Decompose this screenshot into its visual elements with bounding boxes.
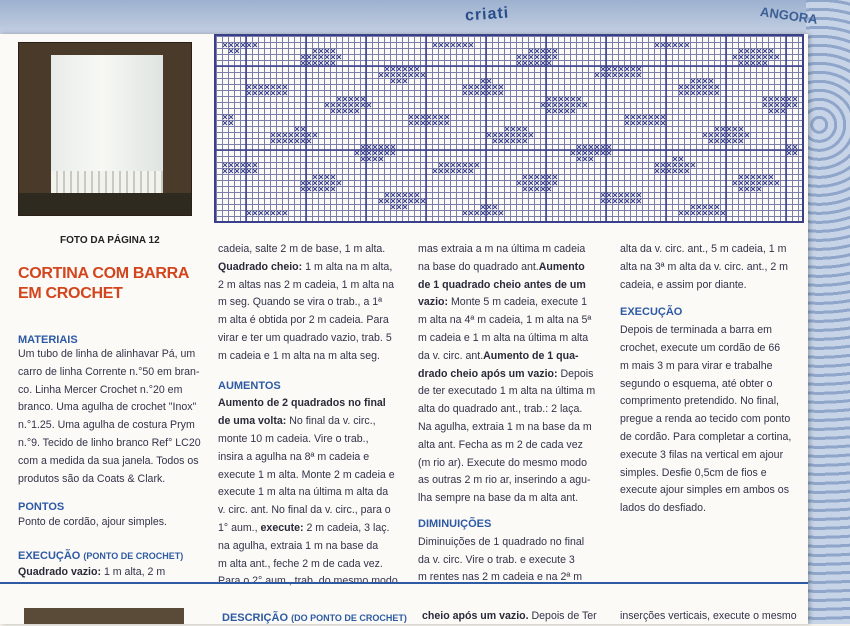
bottom-col3-rest: Depois de Ter bbox=[528, 610, 597, 622]
materiais-line: co. Linha Mercer Crochet n.°20 em bbox=[18, 383, 183, 396]
quadrado-cheio-line bbox=[218, 259, 410, 277]
execucao-line: lados do desfiado. bbox=[620, 502, 706, 515]
magazine-page bbox=[0, 34, 808, 624]
execucao-line: segundo o esquema, até obter o bbox=[620, 377, 773, 390]
title-line-1: CORTINA COM BARRA bbox=[18, 265, 190, 282]
col3-aumento2-line-bold: Aumento de 1 qua- bbox=[483, 349, 579, 362]
col3-aumento2-line-text: Depois bbox=[557, 367, 594, 380]
column-2-text bbox=[218, 241, 410, 591]
col3-aumento-line-text: na base do quadrado ant. bbox=[418, 260, 539, 273]
col3-aumento2-line bbox=[418, 366, 610, 384]
descricao-heading-label: DESCRIÇÃO bbox=[222, 612, 289, 624]
execucao-left-heading-sub: (PONTO DE CROCHET) bbox=[83, 551, 184, 561]
execucao-line: execute ajour simples em ambos os bbox=[620, 484, 789, 497]
descricao-heading bbox=[222, 612, 407, 624]
execucao-left-heading bbox=[18, 550, 183, 562]
col2-top-line: cadeia, salte 2 m de base, 1 m alta. bbox=[218, 243, 386, 255]
col3-line: Na agulha, extraia 1 m na base da m bbox=[418, 420, 592, 433]
quadrado-cheio-line-text: 1 m alta na m alta, bbox=[302, 260, 393, 273]
aumento-execute-text: 2 m cadeia, 3 laç. bbox=[303, 521, 390, 534]
chart-pattern bbox=[216, 36, 802, 221]
photo-caption: FOTO DA PÁGINA 12 bbox=[60, 235, 160, 246]
aumentos-heading: AUMENTOS bbox=[218, 379, 281, 392]
bottom-col3-bold: cheio após um vazio. bbox=[422, 610, 529, 622]
col3-aumento-line-bold: Aumento bbox=[538, 260, 585, 273]
title-line-2: EM CROCHET bbox=[18, 285, 123, 302]
article-title bbox=[18, 264, 208, 304]
crochet-chart-grid bbox=[214, 34, 804, 223]
col3-aumento-bold-line bbox=[418, 277, 610, 295]
execucao-left-text bbox=[18, 564, 210, 582]
column-4-text bbox=[620, 241, 806, 518]
page-divider bbox=[0, 582, 808, 584]
window-sill bbox=[19, 193, 191, 215]
aumento-line bbox=[218, 413, 410, 431]
col3-line: (m rio ar). Execute do mesmo modo bbox=[418, 456, 587, 469]
diminuicoes-line: da v. circ. Vire o trab. e execute 3 bbox=[418, 553, 575, 566]
pontos-text: Ponto de cordão, ajour simples. bbox=[18, 516, 167, 528]
col3-line: mas extraia a m na última m cadeia bbox=[418, 243, 586, 255]
execucao-line: comprimento pretendido. No final, bbox=[620, 395, 779, 408]
diminuicoes-line: Diminuições de 1 quadrado no final bbox=[418, 535, 585, 548]
col3-aumento2-line-bold: drado cheio após um vazio: bbox=[418, 367, 558, 380]
diminuicoes-line: m rentes nas 2 m cadeia e na 2ª m bbox=[418, 571, 583, 584]
background-right-crochet bbox=[806, 0, 850, 624]
quadrado-vazio-text: 1 m alta, 2 m bbox=[101, 566, 166, 578]
col3-line: lha sempre na base da m alta ant. bbox=[418, 492, 579, 505]
col3-line: m alta na 4ª m cadeia, 1 m alta na 5ª bbox=[418, 314, 592, 327]
magazine-logo: criati bbox=[464, 4, 510, 25]
materiais-line: n.°9. Tecido de linho branco Ref° LC20 bbox=[18, 436, 201, 449]
descricao-heading-sub: (DO PONTO DE CROCHET) bbox=[291, 613, 407, 623]
materiais-heading: MATERIAIS bbox=[18, 334, 78, 346]
col4-line: cadeia, e assim por diante. bbox=[620, 278, 747, 291]
bottom-col4-text: inserções verticais, execute o mesmo bbox=[620, 610, 797, 622]
materiais-line: n.°1.25. Uma agulha de costura Prym bbox=[18, 419, 195, 432]
quadrado-cheio-line: m cadeia e 1 m alta na m alta seg. bbox=[218, 349, 380, 362]
col3-line: alta ant. Fecha as m 2 de cada vez bbox=[418, 438, 583, 451]
col4-line: alta da v. circ. ant., 5 m cadeia, 1 m bbox=[620, 243, 787, 255]
quadrado-cheio-line: m alta é obtida por 2 m cadeia. Para bbox=[218, 314, 389, 327]
col3-aumento-bold-line-bold: de 1 quadrado cheio antes de um bbox=[418, 278, 586, 291]
materiais-line: branco. Uma agulha de crochet "Inox" bbox=[18, 401, 197, 414]
col3-aumento-line-bold: vazio: bbox=[418, 296, 449, 309]
execucao-heading: EXECUÇÃO bbox=[620, 306, 683, 319]
execucao-line: execute 3 filas na vertical em ajour bbox=[620, 448, 784, 461]
quadrado-vazio-label: Quadrado vazio: bbox=[18, 566, 101, 578]
aumento-line-bold: de uma volta: bbox=[218, 415, 287, 428]
quadrado-cheio-line: virar e ter um quadrado vazio, trab. 5 bbox=[218, 331, 392, 344]
execucao-line: simples. Desfie 0,5cm de fios e bbox=[620, 466, 767, 479]
col3-aumento-line bbox=[418, 259, 610, 277]
execucao-line: de cordão. Para completar a cortina, bbox=[620, 430, 792, 443]
col3-line: de ter executado 1 m alta na última m bbox=[418, 385, 596, 398]
curtain-fabric bbox=[51, 55, 163, 173]
execucao-line: m mais 3 m para virar e trabalhe bbox=[620, 359, 773, 372]
aumento-line-text: No final da v. circ., bbox=[286, 415, 376, 428]
quadrado-cheio-line: 2 m altas nas 2 m cadeia, 1 m alta na bbox=[218, 278, 395, 291]
bottom-col3-text bbox=[422, 608, 612, 626]
quadrado-cheio-line: m seg. Quando se vira o trab., a 1ª bbox=[218, 296, 383, 309]
aumento-line: v. circ. ant. No final da v. circ., para o bbox=[218, 504, 391, 517]
aumento-execute-bold: execute: bbox=[260, 521, 304, 534]
aumento-bold-line-bold: Aumento de 2 quadrados no final bbox=[218, 397, 386, 410]
execucao-line: pregue a renda ao tecido com ponto bbox=[620, 413, 791, 426]
col3-line: m cadeia e 1 m alta na última m alta bbox=[418, 331, 589, 344]
aumento-execute-line: Para o 2° aum., trab. do mesmo modo bbox=[218, 575, 398, 588]
col3-aumento2-line-text: da v. circ. ant. bbox=[418, 349, 484, 362]
col3-aumento2-line bbox=[418, 348, 610, 366]
bottom-photo bbox=[24, 608, 184, 624]
materiais-text bbox=[18, 346, 210, 488]
materiais-line: Um tubo de linha de alinhavar Pá, um bbox=[18, 348, 196, 360]
col4-line: alta na 3ª m alta da v. circ. ant., 2 m bbox=[620, 260, 788, 273]
curtain-photo bbox=[18, 42, 192, 216]
aumento-line: monte 10 m cadeia. Vire o trab., bbox=[218, 432, 369, 445]
quadrado-cheio-line-bold: Quadrado cheio: bbox=[218, 260, 303, 273]
aumento-execute-line bbox=[218, 520, 410, 538]
column-3-text bbox=[418, 241, 610, 587]
aumento-bold-line bbox=[218, 395, 410, 413]
diminuicoes-heading: DIMINUIÇÕES bbox=[418, 517, 492, 530]
aumento-execute-prefix: 1° aum., bbox=[218, 521, 258, 534]
aumento-line: execute 1 m alta. Monte 2 m cadeia e bbox=[218, 468, 395, 481]
materiais-line: com a medida da sua janela. Todos os bbox=[18, 454, 199, 467]
aumento-execute-line: m alta ant., feche 2 m de cada vez. bbox=[218, 557, 383, 570]
materiais-line: produtos são da Coats & Clark. bbox=[18, 472, 166, 485]
col3-aumento-line bbox=[418, 294, 610, 312]
execucao-line: Depois de terminada a barra em bbox=[620, 324, 772, 337]
col3-aumento-line-text: Monte 5 m cadeia, execute 1 bbox=[448, 296, 588, 309]
aumento-line: insira a agulha na 8ª m cadeia e bbox=[218, 450, 370, 463]
execucao-line: crochet, execute um cordão de 66 bbox=[620, 341, 781, 354]
col3-line: as outras 2 m rio ar, inserindo a agu- bbox=[418, 474, 591, 487]
background-top bbox=[0, 0, 850, 34]
magazine-logo-right: ANGORA bbox=[759, 4, 819, 27]
materiais-line: carro de linha Corrente n.°50 em bran- bbox=[18, 365, 200, 378]
pontos-heading: PONTOS bbox=[18, 501, 65, 513]
col3-line: alta do quadrado ant., trab.: 2 laça. bbox=[418, 403, 583, 416]
aumento-line: execute 1 m alta na última m alta da bbox=[218, 486, 389, 499]
aumento-execute-line: na agulha, extraia 1 m na base da bbox=[218, 539, 379, 552]
execucao-left-heading-label: EXECUÇÃO bbox=[18, 550, 81, 562]
